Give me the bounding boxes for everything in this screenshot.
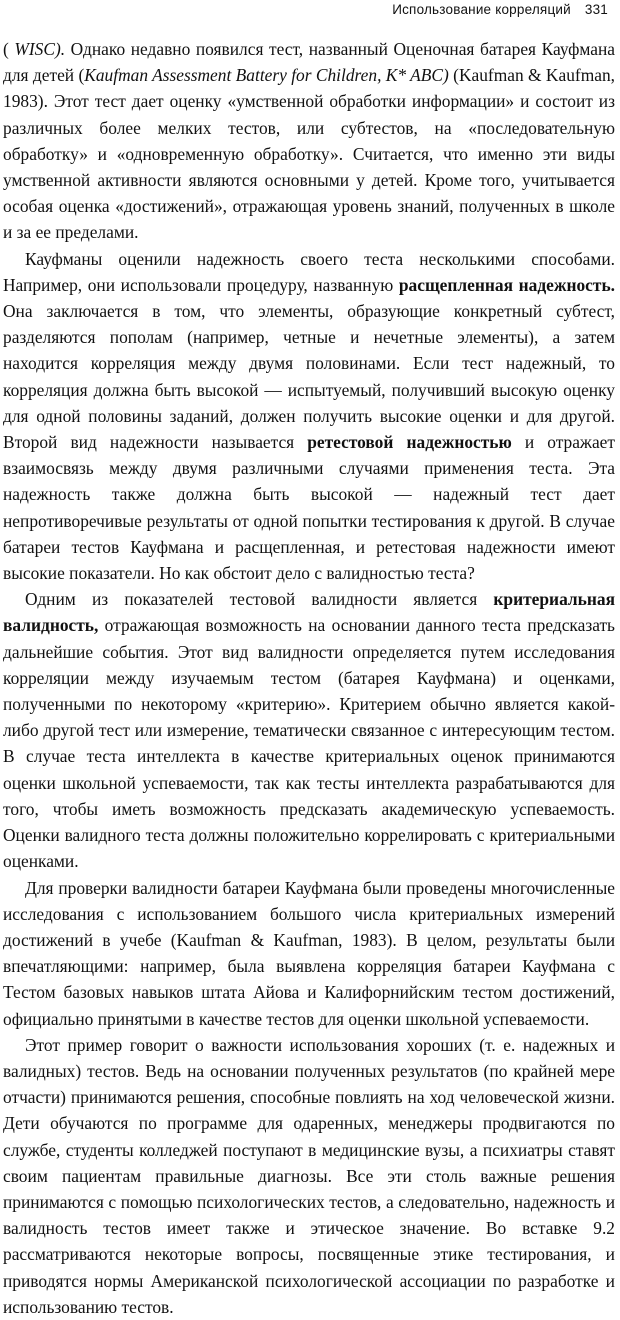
paragraph-4 <box>3 875 615 1032</box>
paragraph-1 <box>3 36 615 246</box>
paragraph-2 <box>3 246 615 587</box>
bold-term: критериальная валидность, <box>3 589 615 636</box>
page-number: 331 <box>584 2 608 17</box>
bold-term: ретестовой надежностью <box>307 432 512 453</box>
text-run: Этот пример говорит о важности использования хороших (т. е. надежных и валидных) тестов. Ведь на основании полученных результатов (по крайней мере отчасти) принимаются решения, способные повлиять на ход человеческой жизни. Дети обучаются по программе для одаренных, менеджеры продвигаются по службе, студенты колледжей поступают в медицинские вузы, а психиатры ставят своим пациентам правильные диагнозы. Все эти столь важные решения принимаются с помощью психологических тестов, а следовательно, надежность и валидность тестов имеет также и этическое значение. Во вставке 9.2 рассматриваются некоторые вопросы, посвященные этике тестирования, и приводятся нормы Американской психологической ассоциации по разработке и использованию тестов. <box>3 1034 615 1317</box>
text-run: Для проверки валидности батареи Кауфмана были проведены многочисленные исследования с использованием большого числа критериальных измерений достижений в учебе (Kaufman & Kaufman, 1983). В целом, результаты были впечатляющими: например, была выявлена корреляция батареи Кауфмана с Тестом базовых навыков штата Айова и Калифорнийским тестом достижений, официально принятыми в качестве тестов для оценки школьной успеваемости. <box>3 877 615 1029</box>
text-run: ( <box>3 39 15 59</box>
text-run: Она заключается в том, что элементы, образующие конкретный субтест, разделяются пополам (например, четные и нечетные элементы), а затем находится корреляция между двумя половинами. Если тест надежный, то корреляция должна быть высокой — испытуемый, получивший высокую оценку для одной половины заданий, должен получить высокие оценки и для другой. Второй вид надежности называется <box>3 301 615 453</box>
paragraph-5 <box>3 1032 615 1320</box>
running-title: Использование корреляций <box>392 2 571 17</box>
text-run: отражающая возможность на основании данного теста предсказать дальнейшие события. Этот вид валидности определяется путем исследования корреляции между изучаемым тестом (батарея Кауфмана) и оценками, полученными по некоторому «критерию». Критерием обычно является какой-либо другой тест или измерение, тематически связанное с интересующим тестом. В случае теста интеллекта в качестве критериальных оценок принимаются оценки школьной успеваемости, так как тесты интеллекта разрабатываются для того, чтобы иметь возможность предсказать академическую успеваемость. Оценки валидного теста должны положительно коррелировать с критериальными оценками. <box>3 615 615 872</box>
body-text <box>3 36 615 1320</box>
bold-term: расщепленная надежность. <box>398 274 615 295</box>
italic-text: Kaufman Assessment Battery for Children, K* ABC) <box>84 65 449 86</box>
running-header <box>392 2 608 17</box>
text-run: Кауфманы оценили надежность своего теста несколькими способами. Например, они использовали процедуру, названную <box>3 248 615 295</box>
italic-text: WISC). <box>14 39 66 59</box>
paragraph-3 <box>3 586 615 874</box>
text-run: (Kaufman & Kaufman, 1983). Этот тест дает оценку «умственной обработки информации» и состоит из различных более мелких тестов, или субтестов, на «последовательную обработку» и «одновременную обработку». Считается, что именно эти виды умственной активности являются основными у детей. Кроме того, учитывается особая оценка «достижений», отражающая уровень знаний, полученных в школе и за ее пределами. <box>3 65 615 243</box>
text-run: Одним из показателей тестовой валидности является <box>25 589 494 610</box>
text-run: Однако недавно появился тест, названный Оценочная батарея Кауфмана для детей ( <box>3 39 615 86</box>
text-run: и отражает взаимосвязь между двумя различными случаями применения теста. Эта надежность также должна быть высокой — надежный тест дает непротиворечивые результаты от одной попытки тестирования к другой. В случае батареи тестов Кауфмана и расщепленная, и ретестовая надежности имеют высокие показатели. Но как обстоит дело с валидностью теста? <box>3 432 615 584</box>
